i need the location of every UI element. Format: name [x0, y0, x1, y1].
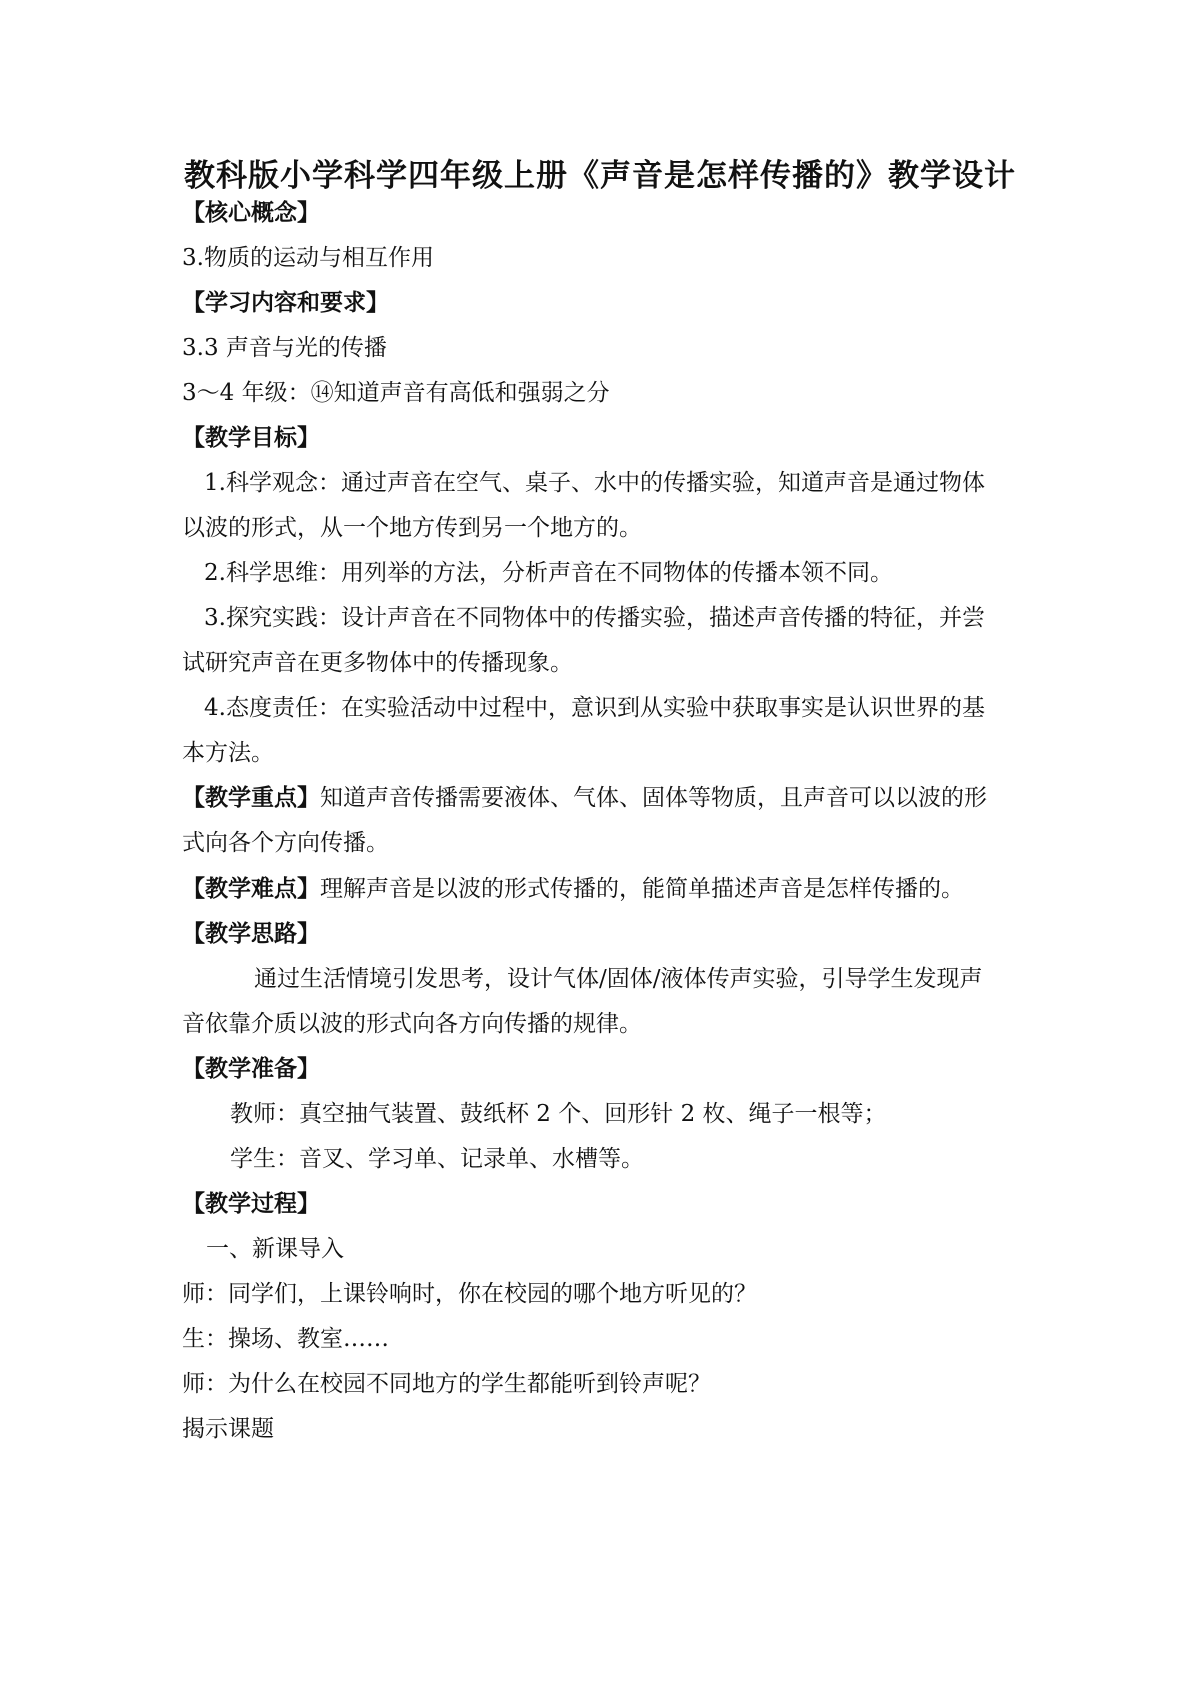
preparation-teacher: 教师：真空抽气装置、鼓纸杯 2 个、回形针 2 枚、绳子一根等； [230, 1101, 887, 1127]
objective-4-line2: 本方法。 [182, 740, 274, 766]
difficulties-line [182, 874, 1032, 904]
key-points-text: 知道声音传播需要液体、气体、固体等物质，且声音可以以波的形 [320, 785, 987, 811]
objective-2: 2.科学思维：用列举的方法，分析声音在不同物体的传播本领不同。 [204, 560, 893, 586]
process-reveal: 揭示课题 [182, 1416, 274, 1442]
document-title: 教科版小学科学四年级上册《声音是怎样传播的》教学设计 [184, 158, 1016, 194]
learning-content-line2: 3～4 年级：⑭知道声音有高低和强弱之分 [182, 380, 610, 406]
key-points-line1 [182, 783, 1032, 813]
heading-key-points: 【教学重点】 [182, 784, 320, 811]
learning-content-line1: 3.3 声音与光的传播 [182, 335, 387, 361]
approach-line1: 通过生活情境引发思考，设计气体/固体/液体传声实验，引导学生发现声 [254, 966, 983, 992]
approach-line2: 音依靠介质以波的形式向各方向传播的规律。 [182, 1011, 642, 1037]
objective-4-line1: 4.态度责任：在实验活动中过程中，意识到从实验中获取事实是认识世界的基 [204, 695, 985, 721]
objective-1-line2: 以波的形式，从一个地方传到另一个地方的。 [182, 515, 642, 541]
heading-learning-content: 【学习内容和要求】 [182, 289, 389, 316]
preparation-student: 学生：音叉、学习单、记录单、水槽等。 [230, 1146, 644, 1172]
heading-difficulties: 【教学难点】 [182, 875, 320, 902]
objective-3-line1: 3.探究实践：设计声音在不同物体中的传播实验，描述声音传播的特征，并尝 [204, 605, 985, 631]
process-dialog2: 生：操场、教室…… [182, 1326, 389, 1352]
core-concept-text: 3.物质的运动与相互作用 [182, 245, 434, 271]
heading-approach: 【教学思路】 [182, 920, 320, 947]
heading-core-concept: 【核心概念】 [182, 199, 320, 226]
process-dialog3: 师：为什么在校园不同地方的学生都能听到铃声呢？ [182, 1371, 711, 1397]
key-points-line2: 式向各个方向传播。 [182, 830, 389, 856]
process-part1: 一、新课导入 [206, 1236, 344, 1262]
heading-process: 【教学过程】 [182, 1190, 320, 1217]
objective-1-line1: 1.科学观念：通过声音在空气、桌子、水中的传播实验，知道声音是通过物体 [204, 470, 985, 496]
heading-preparation: 【教学准备】 [182, 1055, 320, 1082]
objective-3-line2: 试研究声音在更多物体中的传播现象。 [182, 650, 573, 676]
difficulties-text: 理解声音是以波的形式传播的，能简单描述声音是怎样传播的。 [320, 876, 964, 902]
heading-objectives: 【教学目标】 [182, 424, 320, 451]
process-dialog1: 师：同学们，上课铃响时，你在校园的哪个地方听见的？ [182, 1281, 757, 1307]
